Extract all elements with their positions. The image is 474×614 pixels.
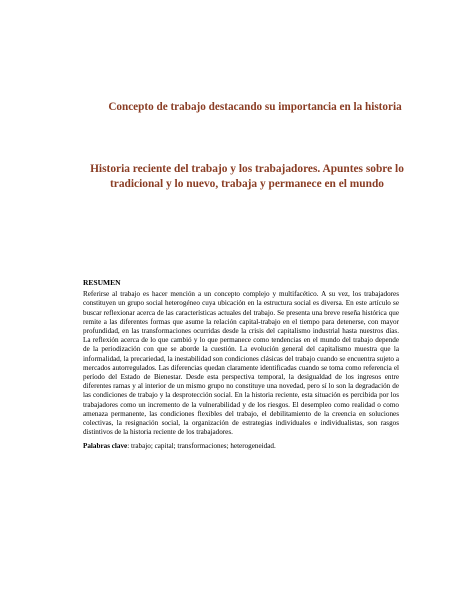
keywords-text: : trabajo; capital; transformaciones; heterogeneidad. (127, 442, 276, 451)
keywords-label: Palabras clave (83, 442, 128, 451)
keywords-line (83, 442, 399, 451)
abstract-body: Referirse al trabajo es hacer mención a un concepto complejo y multifacético. A su vez, los trabajadores constituyen un grupo social heterogéneo cuya ubicación en la estructura social es diversa. En este artículo se buscar reflexionar acerca de las características actuales del trabajo. Se presenta una breve reseña histórica que remite a las diferentes formas que asume la relación capital-trabajo en el tiempo para detenerse, con mayor profundidad, en las transformaciones ocurridas desde la crisis del capitalismo industrial hasta nuestros días. La reflexión acerca de lo que cambió y lo que permanece como tendencias en el mundo del trabajo depende de la periodización con que se aborde la cuestión. La evolución general del capitalismo muestra que la informalidad, la precariedad, la inestabilidad son condiciones clásicas del trabajo cuando se encuentra sujeto a mercados autorregulados. Las diferencias quedan claramente identificadas cuando se toma como referencia el período del Estado de Bienestar. Desde esta perspectiva temporal, la desigualdad de los ingresos entre diferentes ramas y al interior de un mismo grupo no constituye una novedad, pero sí lo son la degradación de las condiciones de trabajo y la desprotección social. En la historia reciente, esta situación es percibida por los trabajadores como un incremento de la vulnerabilidad y de los riesgos. El desempleo como realidad o como amenaza permanente, las condiciones flexibles del trabajo, el debilitamiento de la creencia en soluciones colectivas, la resignación social, la organización de estrategias individuales e individualistas, son rasgos distintivos de la historia reciente de los trabajadores. (83, 290, 399, 437)
abstract-heading: RESUMEN (83, 278, 121, 287)
document-subtitle: Historia reciente del trabajo y los trabajadores. Apuntes sobre lo tradicional y lo nuevo, trabaja y permanece en el mundo (90, 163, 404, 190)
abstract-section (83, 278, 399, 452)
document-title: Concepto de trabajo destacando su importancia en la historia (108, 101, 402, 113)
